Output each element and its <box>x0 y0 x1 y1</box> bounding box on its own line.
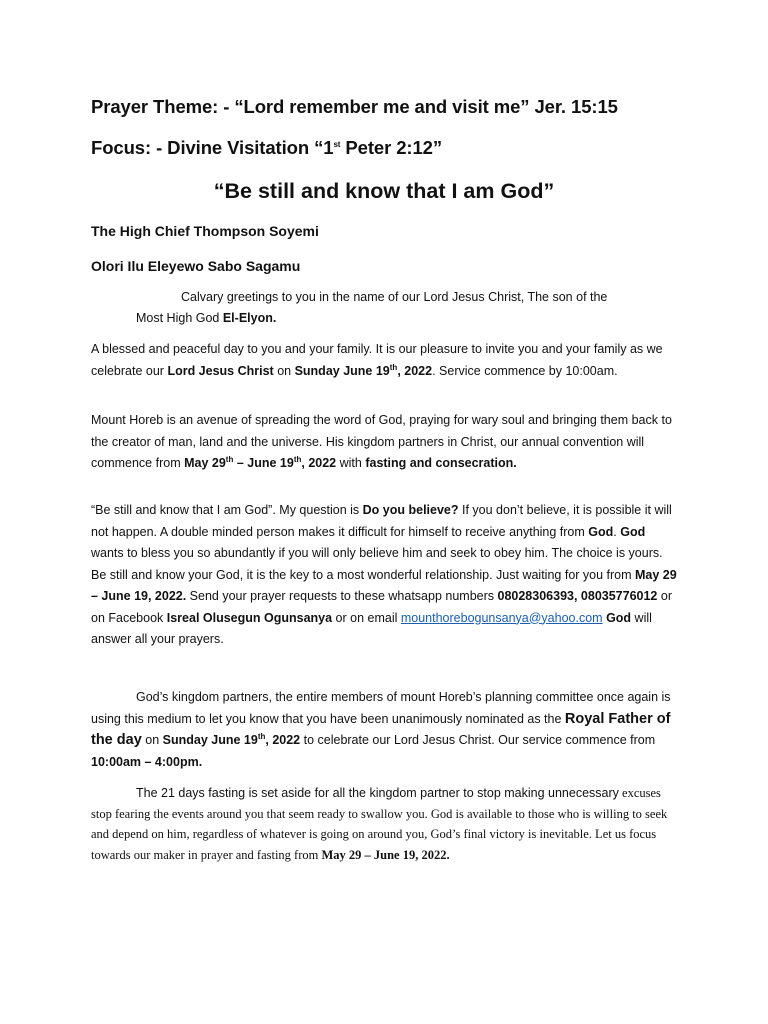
greeting-line-1: Calvary greetings to you in the name of our Lord Jesus Christ, The son of the <box>181 290 608 304</box>
scripture-quote-heading: “Be still and know that I am God” <box>213 179 555 203</box>
paragraph-fasting: The 21 days fasting is set aside for all the kingdom partner to stop making unnecessary excuses stop fearing the events around you that seem ready to swallow you. God is available to those who is willing to seek and depend on him, regardless of whatever is going on around you, God’s final victory is inevitable. Let us focus towards our maker in prayer and fasting from May 29 – June 19, 2022. <box>91 786 668 862</box>
paragraph-be-still: “Be still and know that I am God”. My question is Do you believe? If you don’t believe, it is possible it will not happen. A double minded person makes it difficult for himself to receive anything from God. God wants to bless you so abundantly if you will only believe him and seek to obey him. The choice is yours. Be still and know your God, it is the key to a most wonderful relationship. Just waiting for you from May 29 – June 19, 2022. Send your prayer requests to these whatsapp numbers 08028306393, 08035776012 or on Facebook Isreal Olusegun Ogunsanya or on email mounthorebogunsanya@yahoo.com God will answer all your prayers. <box>91 503 677 646</box>
paragraph-mount-horeb: Mount Horeb is an avenue of spreading the word of God, praying for wary soul and bringing them back to the creator of man, land and the universe. His kingdom partners in Christ, our annual convention will commence from May 29th – June 19th, 2022 with fasting and consecration. <box>91 413 672 470</box>
recipient-name: The High Chief Thompson Soyemi <box>91 223 319 239</box>
email-link[interactable]: mounthorebogunsanya@yahoo.com <box>400 610 603 625</box>
greeting-line-2: Most High God El-Elyon. <box>136 311 277 325</box>
paragraph-royal-father: God’s kingdom partners, the entire members of mount Horeb’s planning committee once again is using this medium to let you know that you have been unanimously nominated as the Royal Father of the day on Sunday June 19th, 2022 to celebrate our Lord Jesus Christ. Our service commence from 10:00am – 4:00pm. <box>91 690 671 769</box>
recipient-title: Olori Ilu Eleyewo Sabo Sagamu <box>91 258 301 274</box>
paragraph-invitation: A blessed and peaceful day to you and your family. It is our pleasure to invite you and your family as we celebrate our Lord Jesus Christ on Sunday June 19th, 2022. Service commence by 10:00am. <box>91 342 663 378</box>
prayer-theme-heading: Prayer Theme: - “Lord remember me and visit me” Jer. 15:15 <box>91 96 618 117</box>
focus-heading: Focus: - Divine Visitation “1st Peter 2:12” <box>91 137 443 158</box>
